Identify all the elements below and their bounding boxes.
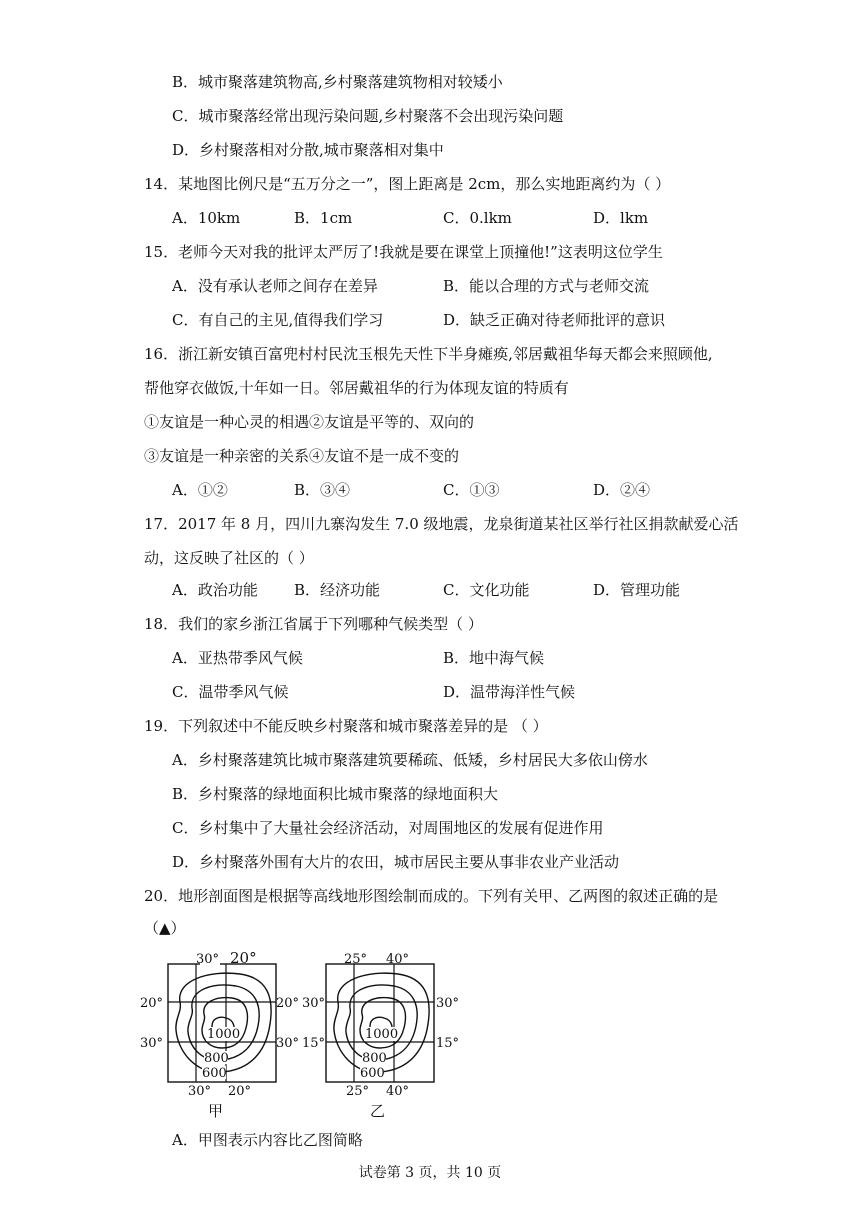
- q14-option-a: A．10km: [172, 209, 241, 227]
- q16-option-b: B．③④: [294, 481, 351, 499]
- q13-option-b: B．城市聚落建筑物高,乡村聚落建筑物相对较矮小: [172, 73, 503, 91]
- q15-option-c: C．有自己的主见,值得我们学习: [172, 311, 384, 329]
- q14-stem: 14．某地图比例尺是“五万分之一”，图上距离是 2cm，那么实地距离约为（ ）: [144, 175, 671, 193]
- q19-option-a: A．乡村聚落建筑比城市聚落建筑要稀疏、低矮，乡村居民大多依山傍水: [172, 751, 648, 769]
- map-yi-contour-label-600: 600: [360, 1066, 385, 1081]
- q15-stem: 15．老师今天对我的批评太严厉了!我就是要在课堂上顶撞他!”这表明这位学生: [144, 243, 663, 261]
- map-jia-right-label-2: 30°: [276, 1036, 300, 1051]
- map-yi-bottom-label-2: 40°: [386, 1084, 410, 1099]
- q16-items-line2: ③友谊是一种亲密的关系④友谊不是一成不变的: [144, 447, 460, 465]
- q14-option-c: C．0.lkm: [443, 209, 512, 227]
- q19-option-d: D．乡村聚落外围有大片的农田，城市居民主要从事非农业产业活动: [172, 853, 620, 871]
- q18-stem: 18．我们的家乡浙江省属于下列哪种气候类型（ ）: [144, 615, 483, 633]
- map-yi-contour-label-800: 800: [362, 1051, 387, 1066]
- q14-option-b: B．1cm: [294, 209, 353, 227]
- map-yi-left-label-1: 30°: [302, 996, 326, 1011]
- q17-stem-line1: 17．2017 年 8 月，四川九寨沟发生 7.0 级地震，龙泉街道某社区举行社区捐款献爱心活: [144, 515, 739, 533]
- map-yi-caption: 乙: [370, 1102, 386, 1120]
- map-jia-caption: 甲: [208, 1102, 224, 1120]
- map-jia-top-label-1: 30°: [196, 952, 220, 967]
- q20-stem-line1: 20．地形剖面图是根据等高线地形图绘制而成的。下列有关甲、乙两图的叙述正确的是: [144, 887, 719, 905]
- q20-option-a: A．甲图表示内容比乙图简略: [172, 1131, 363, 1149]
- q16-stem-line1: 16．浙江新安镇百富兜村村民沈玉根先天性下半身瘫痪,邻居戴祖华每天都会来照顾他,: [144, 345, 713, 363]
- q18-option-d: D．温带海洋性气候: [443, 683, 576, 701]
- q16-option-c: C．①③: [443, 481, 500, 499]
- page-footer: 试卷第 3 页，共 10 页: [358, 1165, 502, 1181]
- q18-option-a: A．亚热带季风气候: [172, 649, 303, 667]
- map-jia-bottom-label-2: 20°: [228, 1084, 252, 1099]
- map-yi-bottom-label-1: 25°: [346, 1084, 370, 1099]
- q17-option-d: D．管理功能: [593, 581, 681, 599]
- map-jia-contour-label-1000: 1000: [207, 1027, 241, 1042]
- q13-option-c: C．城市聚落经常出现污染问题,乡村聚落不会出现污染问题: [172, 107, 564, 125]
- q19-option-c: C．乡村集中了大量社会经济活动，对周围地区的发展有促进作用: [172, 819, 604, 837]
- q17-option-c: C．文化功能: [443, 581, 530, 599]
- map-yi-right-label-1: 30°: [436, 996, 460, 1011]
- map-yi-top-label-1: 25°: [344, 952, 368, 967]
- map-yi-right-label-2: 15°: [436, 1036, 460, 1051]
- map-jia-bottom-label-1: 30°: [188, 1084, 212, 1099]
- map-yi-left-label-2: 15°: [302, 1036, 326, 1051]
- map-jia-contour-800: [188, 985, 259, 1060]
- map-jia-top-label-2: 20°: [230, 949, 257, 967]
- q17-option-b: B．经济功能: [294, 581, 381, 599]
- q18-option-b: B．地中海气候: [443, 649, 545, 667]
- q15-option-d: D．缺乏正确对待老师批评的意识: [443, 311, 666, 329]
- map-yi-contour-800: [346, 985, 417, 1060]
- q19-option-b: B．乡村聚落的绿地面积比城市聚落的绿地面积大: [172, 785, 499, 803]
- map-yi: [302, 952, 459, 1120]
- contour-maps-figure: [140, 940, 460, 1120]
- contour-maps-svg: [140, 940, 460, 1120]
- q19-stem: 19．下列叙述中不能反映乡村聚落和城市聚落差异的是 （ ）: [144, 717, 548, 735]
- map-jia-right-label-1: 20°: [276, 996, 300, 1011]
- map-jia-left-label-1: 20°: [140, 996, 164, 1011]
- q16-items-line1: ①友谊是一种心灵的相遇②友谊是平等的、双向的: [144, 413, 475, 431]
- q16-option-a: A．①②: [172, 481, 228, 499]
- map-yi-top-label-2: 40°: [386, 952, 410, 967]
- q15-option-b: B．能以合理的方式与老师交流: [443, 277, 650, 295]
- q13-option-d: D．乡村聚落相对分散,城市聚落相对集中: [172, 141, 444, 159]
- q16-stem-line2: 帮他穿衣做饭,十年如一日。邻居戴祖华的行为体现友谊的特质有: [144, 379, 569, 397]
- q14-option-d: D．lkm: [593, 209, 649, 227]
- q18-option-c: C．温带季风气候: [172, 683, 289, 701]
- map-jia-contour-label-800: 800: [204, 1051, 229, 1066]
- map-jia: [140, 949, 299, 1120]
- q17-option-a: A．政治功能: [172, 581, 258, 599]
- map-jia-left-label-2: 30°: [140, 1036, 164, 1051]
- map-jia-contour-label-600: 600: [202, 1066, 227, 1081]
- q16-option-d: D．②④: [593, 481, 651, 499]
- map-yi-contour-label-1000: 1000: [365, 1027, 399, 1042]
- q15-option-a: A．没有承认老师之间存在差异: [172, 277, 378, 295]
- q20-stem-line2: （▲）: [144, 919, 186, 937]
- q17-stem-line2: 动，这反映了社区的（ ）: [144, 549, 314, 567]
